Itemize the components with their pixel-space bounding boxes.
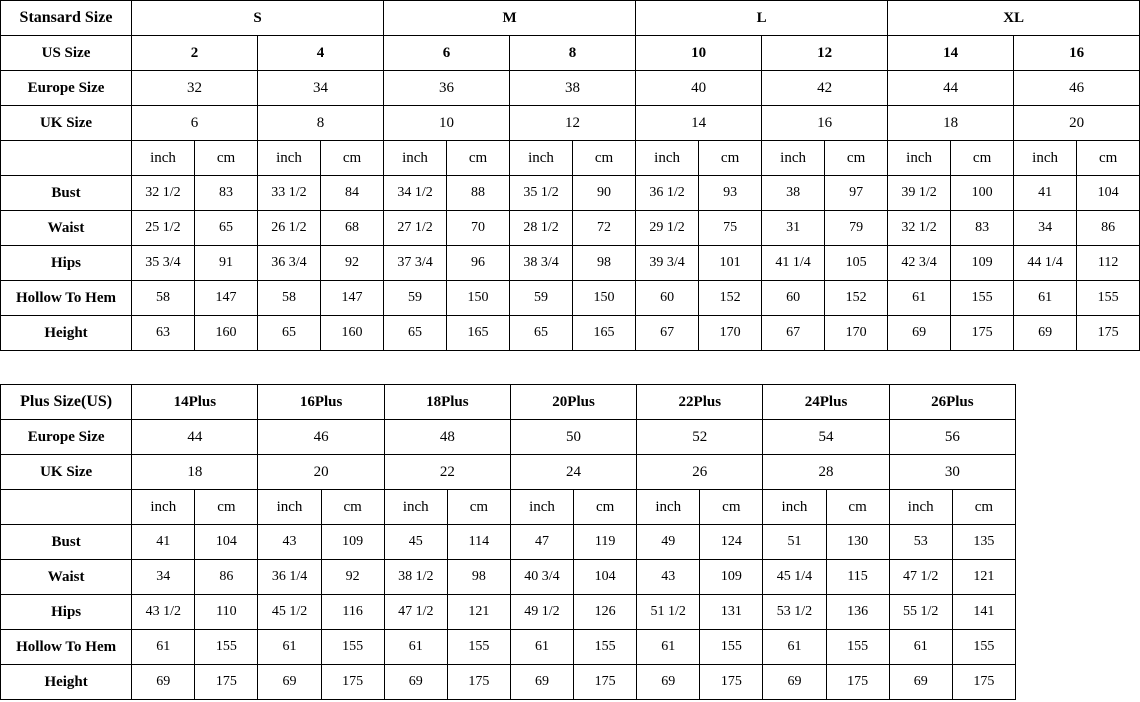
- cell: 47 1/2: [889, 560, 952, 595]
- cell: 8: [258, 106, 384, 141]
- cell: 155: [952, 630, 1015, 665]
- cell: 67: [762, 316, 825, 351]
- table-row: [1, 71, 1140, 106]
- cell: 115: [826, 560, 889, 595]
- cell: 92: [321, 560, 384, 595]
- cell: 46: [258, 420, 384, 455]
- cell: 36: [384, 71, 510, 106]
- row-label-europe-size: Europe Size: [1, 420, 132, 455]
- cell: 61: [763, 630, 826, 665]
- cell: 35 3/4: [132, 246, 195, 281]
- cell: 175: [700, 665, 763, 700]
- cell: 45 1/2: [258, 595, 321, 630]
- cell: 48: [384, 420, 510, 455]
- cell: 86: [195, 560, 258, 595]
- cell: 109: [951, 246, 1014, 281]
- unit-cell: cm: [699, 141, 762, 176]
- cell: 86: [1077, 211, 1140, 246]
- cell: 121: [952, 560, 1015, 595]
- plus-header-24plus: 24Plus: [763, 385, 889, 420]
- row-label-uk-size: UK Size: [1, 455, 132, 490]
- cell: 10: [636, 36, 762, 71]
- cell: 61: [637, 630, 700, 665]
- cell: 35 1/2: [510, 176, 573, 211]
- cell: 49: [637, 525, 700, 560]
- cell: 2: [132, 36, 258, 71]
- group-header-l: L: [636, 1, 888, 36]
- cell: 124: [700, 525, 763, 560]
- cell: 43: [637, 560, 700, 595]
- cell: 90: [573, 176, 636, 211]
- cell: 51: [763, 525, 826, 560]
- cell: 41 1/4: [762, 246, 825, 281]
- cell: 43 1/2: [132, 595, 195, 630]
- table-row-group-header: [1, 1, 1140, 36]
- cell: 38 3/4: [510, 246, 573, 281]
- cell: 14: [636, 106, 762, 141]
- row-label-units: [1, 141, 132, 176]
- cell: 6: [132, 106, 258, 141]
- cell: 104: [574, 560, 637, 595]
- row-label-hollow-to-hem: Hollow To Hem: [1, 281, 132, 316]
- cell: 69: [510, 665, 573, 700]
- unit-cell: cm: [1077, 141, 1140, 176]
- cell: 75: [699, 211, 762, 246]
- cell: 26: [637, 455, 763, 490]
- cell: 100: [951, 176, 1014, 211]
- unit-cell: cm: [574, 490, 637, 525]
- cell: 175: [321, 665, 384, 700]
- unit-cell: inch: [384, 141, 447, 176]
- unit-cell: cm: [321, 141, 384, 176]
- cell: 26 1/2: [258, 211, 321, 246]
- cell: 69: [889, 665, 952, 700]
- group-header-s: S: [132, 1, 384, 36]
- cell: 34: [258, 71, 384, 106]
- plus-header-14plus: 14Plus: [132, 385, 258, 420]
- cell: 96: [447, 246, 510, 281]
- cell: 150: [573, 281, 636, 316]
- cell: 114: [447, 525, 510, 560]
- cell: 93: [699, 176, 762, 211]
- cell: 155: [447, 630, 510, 665]
- unit-cell: cm: [700, 490, 763, 525]
- cell: 36 3/4: [258, 246, 321, 281]
- unit-cell: inch: [258, 141, 321, 176]
- cell: 39 1/2: [888, 176, 951, 211]
- cell: 40: [636, 71, 762, 106]
- table-row: [1, 525, 1016, 560]
- cell: 43: [258, 525, 321, 560]
- cell: 38: [510, 71, 636, 106]
- cell: 34: [132, 560, 195, 595]
- cell: 61: [510, 630, 573, 665]
- cell: 61: [888, 281, 951, 316]
- cell: 69: [1014, 316, 1077, 351]
- cell: 45 1/4: [763, 560, 826, 595]
- cell: 152: [825, 281, 888, 316]
- cell: 155: [1077, 281, 1140, 316]
- cell: 155: [700, 630, 763, 665]
- cell: 10: [384, 106, 510, 141]
- cell: 170: [825, 316, 888, 351]
- cell: 61: [1014, 281, 1077, 316]
- cell: 175: [195, 665, 258, 700]
- cell: 126: [574, 595, 637, 630]
- table-row-units: [1, 490, 1016, 525]
- table-row: [1, 420, 1016, 455]
- cell: 155: [826, 630, 889, 665]
- cell: 46: [1014, 71, 1140, 106]
- cell: 147: [321, 281, 384, 316]
- cell: 34 1/2: [384, 176, 447, 211]
- row-label-hollow-to-hem: Hollow To Hem: [1, 630, 132, 665]
- cell: 104: [1077, 176, 1140, 211]
- row-label-waist: Waist: [1, 560, 132, 595]
- table-row: [1, 630, 1016, 665]
- unit-cell: inch: [889, 490, 952, 525]
- cell: 28 1/2: [510, 211, 573, 246]
- row-label-hips: Hips: [1, 595, 132, 630]
- table-row: [1, 281, 1140, 316]
- cell: 16: [762, 106, 888, 141]
- cell: 8: [510, 36, 636, 71]
- cell: 33 1/2: [258, 176, 321, 211]
- plus-size-label: Plus Size(US): [1, 385, 132, 420]
- cell: 83: [195, 176, 258, 211]
- cell: 155: [321, 630, 384, 665]
- table-row: [1, 316, 1140, 351]
- standard-size-label: Stansard Size: [1, 1, 132, 36]
- plus-header-26plus: 26Plus: [889, 385, 1015, 420]
- unit-cell: inch: [888, 141, 951, 176]
- cell: 101: [699, 246, 762, 281]
- cell: 38 1/2: [384, 560, 447, 595]
- cell: 47: [510, 525, 573, 560]
- unit-cell: cm: [447, 490, 510, 525]
- unit-cell: cm: [447, 141, 510, 176]
- cell: 42 3/4: [888, 246, 951, 281]
- cell: 69: [384, 665, 447, 700]
- cell: 65: [510, 316, 573, 351]
- cell: 165: [573, 316, 636, 351]
- cell: 91: [195, 246, 258, 281]
- cell: 36 1/2: [636, 176, 699, 211]
- cell: 53 1/2: [763, 595, 826, 630]
- cell: 65: [195, 211, 258, 246]
- cell: 175: [951, 316, 1014, 351]
- cell: 32: [132, 71, 258, 106]
- cell: 39 3/4: [636, 246, 699, 281]
- cell: 22: [384, 455, 510, 490]
- unit-cell: inch: [510, 490, 573, 525]
- table-row: [1, 246, 1140, 281]
- cell: 160: [321, 316, 384, 351]
- cell: 45: [384, 525, 447, 560]
- cell: 170: [699, 316, 762, 351]
- cell: 31: [762, 211, 825, 246]
- cell: 38: [762, 176, 825, 211]
- cell: 160: [195, 316, 258, 351]
- unit-cell: inch: [258, 490, 321, 525]
- row-label-bust: Bust: [1, 176, 132, 211]
- cell: 56: [889, 420, 1015, 455]
- cell: 104: [195, 525, 258, 560]
- cell: 61: [384, 630, 447, 665]
- cell: 98: [447, 560, 510, 595]
- unit-cell: cm: [826, 490, 889, 525]
- plus-header-16plus: 16Plus: [258, 385, 384, 420]
- group-header-xl: XL: [888, 1, 1140, 36]
- group-header-m: M: [384, 1, 636, 36]
- cell: 65: [384, 316, 447, 351]
- cell: 121: [447, 595, 510, 630]
- cell: 92: [321, 246, 384, 281]
- cell: 28: [763, 455, 889, 490]
- cell: 14: [888, 36, 1014, 71]
- cell: 50: [510, 420, 636, 455]
- cell: 70: [447, 211, 510, 246]
- row-label-height: Height: [1, 665, 132, 700]
- cell: 29 1/2: [636, 211, 699, 246]
- cell: 88: [447, 176, 510, 211]
- cell: 24: [510, 455, 636, 490]
- row-label-uk-size: UK Size: [1, 106, 132, 141]
- cell: 12: [762, 36, 888, 71]
- cell: 152: [699, 281, 762, 316]
- cell: 98: [573, 246, 636, 281]
- cell: 61: [889, 630, 952, 665]
- cell: 84: [321, 176, 384, 211]
- cell: 69: [763, 665, 826, 700]
- cell: 41: [132, 525, 195, 560]
- table-row-plus-header: [1, 385, 1016, 420]
- cell: 155: [574, 630, 637, 665]
- cell: 58: [132, 281, 195, 316]
- cell: 175: [447, 665, 510, 700]
- cell: 79: [825, 211, 888, 246]
- table-row: [1, 36, 1140, 71]
- cell: 18: [132, 455, 258, 490]
- cell: 110: [195, 595, 258, 630]
- unit-cell: cm: [951, 141, 1014, 176]
- cell: 65: [258, 316, 321, 351]
- unit-cell: cm: [195, 141, 258, 176]
- cell: 27 1/2: [384, 211, 447, 246]
- cell: 69: [258, 665, 321, 700]
- cell: 44 1/4: [1014, 246, 1077, 281]
- cell: 18: [888, 106, 1014, 141]
- unit-cell: inch: [637, 490, 700, 525]
- table-row: [1, 560, 1016, 595]
- cell: 155: [951, 281, 1014, 316]
- cell: 130: [826, 525, 889, 560]
- cell: 44: [132, 420, 258, 455]
- plus-header-18plus: 18Plus: [384, 385, 510, 420]
- row-label-us-size: US Size: [1, 36, 132, 71]
- cell: 116: [321, 595, 384, 630]
- cell: 97: [825, 176, 888, 211]
- row-label-waist: Waist: [1, 211, 132, 246]
- cell: 42: [762, 71, 888, 106]
- cell: 175: [574, 665, 637, 700]
- cell: 53: [889, 525, 952, 560]
- unit-cell: inch: [1014, 141, 1077, 176]
- cell: 165: [447, 316, 510, 351]
- cell: 175: [826, 665, 889, 700]
- cell: 136: [826, 595, 889, 630]
- cell: 34: [1014, 211, 1077, 246]
- unit-cell: inch: [510, 141, 573, 176]
- cell: 131: [700, 595, 763, 630]
- cell: 20: [1014, 106, 1140, 141]
- cell: 147: [195, 281, 258, 316]
- cell: 32 1/2: [132, 176, 195, 211]
- cell: 25 1/2: [132, 211, 195, 246]
- table-row: [1, 665, 1016, 700]
- cell: 69: [132, 665, 195, 700]
- table-row: [1, 455, 1016, 490]
- row-label-units: [1, 490, 132, 525]
- cell: 44: [888, 71, 1014, 106]
- table-row: [1, 106, 1140, 141]
- cell: 109: [321, 525, 384, 560]
- cell: 150: [447, 281, 510, 316]
- plus-size-table: [0, 384, 1016, 700]
- cell: 109: [700, 560, 763, 595]
- cell: 6: [384, 36, 510, 71]
- row-label-europe-size: Europe Size: [1, 71, 132, 106]
- unit-cell: inch: [636, 141, 699, 176]
- row-label-height: Height: [1, 316, 132, 351]
- table-row: [1, 211, 1140, 246]
- cell: 67: [636, 316, 699, 351]
- row-label-hips: Hips: [1, 246, 132, 281]
- cell: 30: [889, 455, 1015, 490]
- row-label-bust: Bust: [1, 525, 132, 560]
- cell: 52: [637, 420, 763, 455]
- unit-cell: inch: [384, 490, 447, 525]
- cell: 112: [1077, 246, 1140, 281]
- unit-cell: inch: [132, 141, 195, 176]
- plus-header-20plus: 20Plus: [510, 385, 636, 420]
- cell: 47 1/2: [384, 595, 447, 630]
- unit-cell: cm: [195, 490, 258, 525]
- cell: 37 3/4: [384, 246, 447, 281]
- cell: 68: [321, 211, 384, 246]
- table-row: [1, 595, 1016, 630]
- cell: 105: [825, 246, 888, 281]
- unit-cell: inch: [763, 490, 826, 525]
- cell: 20: [258, 455, 384, 490]
- cell: 69: [888, 316, 951, 351]
- cell: 12: [510, 106, 636, 141]
- cell: 61: [258, 630, 321, 665]
- cell: 58: [258, 281, 321, 316]
- unit-cell: cm: [321, 490, 384, 525]
- cell: 141: [952, 595, 1015, 630]
- cell: 36 1/4: [258, 560, 321, 595]
- cell: 175: [1077, 316, 1140, 351]
- unit-cell: inch: [762, 141, 825, 176]
- cell: 41: [1014, 176, 1077, 211]
- cell: 32 1/2: [888, 211, 951, 246]
- cell: 61: [132, 630, 195, 665]
- cell: 63: [132, 316, 195, 351]
- cell: 119: [574, 525, 637, 560]
- unit-cell: cm: [952, 490, 1015, 525]
- cell: 60: [636, 281, 699, 316]
- table-row: [1, 176, 1140, 211]
- cell: 72: [573, 211, 636, 246]
- cell: 69: [637, 665, 700, 700]
- cell: 155: [195, 630, 258, 665]
- unit-cell: cm: [825, 141, 888, 176]
- cell: 49 1/2: [510, 595, 573, 630]
- cell: 55 1/2: [889, 595, 952, 630]
- cell: 4: [258, 36, 384, 71]
- plus-header-22plus: 22Plus: [637, 385, 763, 420]
- cell: 60: [762, 281, 825, 316]
- cell: 54: [763, 420, 889, 455]
- cell: 51 1/2: [637, 595, 700, 630]
- unit-cell: inch: [132, 490, 195, 525]
- cell: 135: [952, 525, 1015, 560]
- table-row-units: [1, 141, 1140, 176]
- cell: 16: [1014, 36, 1140, 71]
- cell: 40 3/4: [510, 560, 573, 595]
- cell: 59: [384, 281, 447, 316]
- cell: 59: [510, 281, 573, 316]
- cell: 83: [951, 211, 1014, 246]
- unit-cell: cm: [573, 141, 636, 176]
- cell: 175: [952, 665, 1015, 700]
